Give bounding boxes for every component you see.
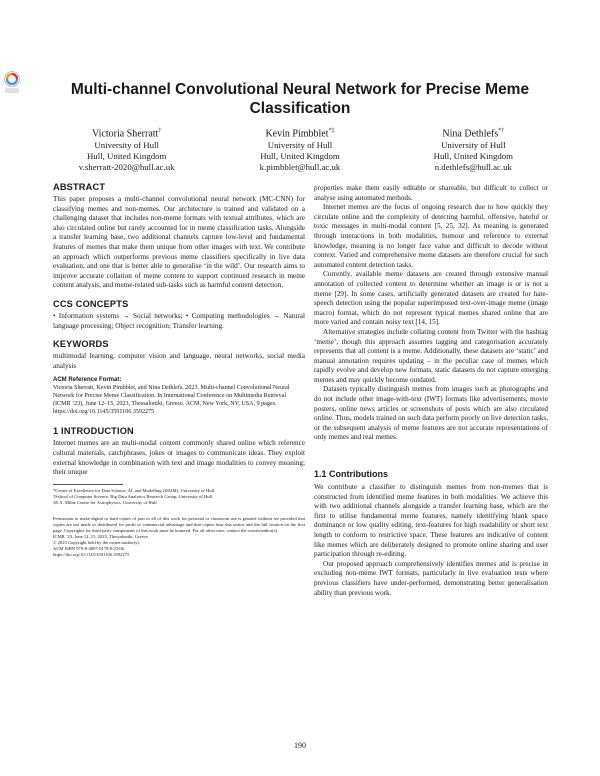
abstract-text: This paper proposes a multi-channel convolutional neural network (MC-CNN) for classifying memes and non-memes. Our architecture is trained and validated on a challenging dataset that includes non-meme formats with textual attributes, which are also circulated online but rarely accounted for in meme classification tasks. Alongside a transfer learning base, two additional channels capture low-level and fundamental features of memes that make them unique from other images with text. We contribute an approach which outperforms previous meme classifiers specifically in live data evaluation, and one that is better able to generalise ‘in the wild’. Our research aims to improve accurate collation of meme content to support continued research in meme content analysis, and meme-related sub-tasks such as harmful content detection.: [53, 195, 305, 290]
author-location: Hull, United Kingdom: [86, 151, 167, 162]
reference-format-heading: ACM Reference Format:: [53, 377, 122, 384]
body-paragraph: Internet memes are the focus of ongoing research due to how quickly they circulate online and the complexity of detecting harmful, offensive, hateful or toxic messages in multi-modal content [5, 25, 32]. As meaning is generated through interactions in both modalities, humour and reference to external knowledge, meaning is no longer face value and difficult to decode without context. Varied and comprehensive meme datasets are therefore crucial for such automated content detection tasks.: [314, 203, 548, 269]
ccs-heading: CCS CONCEPTS: [53, 298, 129, 309]
author-name: Nina Dethlefs: [442, 128, 499, 140]
author-location: Hull, United Kingdom: [260, 151, 340, 162]
author-mark: †: [158, 128, 162, 134]
ccs-text: • Information systems → Social networks; • Computing methodologies → Natural language processing; Object recognition; Transfer learning.: [53, 311, 305, 330]
author-name: Victoria Sherratt: [92, 128, 159, 140]
author-mark: *†: [498, 128, 505, 134]
paper-title: Multi-channel Convolutional Neural Network for Precise Meme Classification: [70, 81, 530, 117]
permission-block: [53, 516, 305, 559]
footnote-rule: [53, 484, 123, 485]
author-email[interactable]: k.pimbblet@hull.ac.uk: [259, 162, 341, 173]
abstract-heading: ABSTRACT: [53, 182, 106, 192]
conference-line: ICMR ’23, June 12–15, 2023, Thessaloniki, Greece: [53, 533, 148, 539]
body-paragraph: Datasets typically distinguish memes from images such as photographs and do not include other image-with-text (IWT) formats like advertisements, movie posters, online news articles or screenshots of posts which are also circulated online. Thus, models trained on such data perform poorly on live detection tasks, or the subsequent analysis of meme features are not accurate representations of only memes and real memes.: [314, 385, 548, 442]
introduction-text: Internet memes are an multi-modal content commonly shared online which reference cultural materials, catchphrases, jokes or images to communicate ideas. They exploit external knowledge in combination with text and image modalities to convey meaning; their unique: [53, 439, 305, 477]
author-name: Kevin Pimbblet: [265, 128, 329, 140]
author-affiliation: University of Hull: [441, 140, 506, 151]
body-paragraph: Alternative strategies include collating content from Twitter with the hashtag ‘meme’, though this approach assumes tagging and categorisation accurately represents that all content is a meme. Additionally, these datasets are ‘static’ and manual annotation requires updating – in the peculiar case of memes which rapidly evolve and develop new formats, static datasets do not capture emerging memes and may quickly become outdated.: [314, 327, 548, 384]
footnote: ‡E.A. Milne Centre for Astrophysics, University of Hull: [53, 499, 157, 505]
check-for-updates-badge[interactable]: [3, 70, 21, 96]
author-email[interactable]: v.sherratt-2020@hull.ac.uk: [78, 162, 175, 173]
right-column: [314, 184, 548, 598]
left-column: [53, 182, 305, 558]
author-3: [387, 125, 560, 173]
author-mark: *‡: [328, 128, 335, 134]
keywords-heading: KEYWORDS: [53, 339, 109, 350]
author-block: [40, 125, 560, 173]
body-paragraph: Our proposed approach comprehensively identifies memes and is precise in excluding non-meme IWT formats, particularly in live evaluation tests where previous classifiers have under-performed, demonstrating better generalisation ability than previous work.: [314, 559, 548, 597]
contributions-heading: 1.1 Contributions: [314, 469, 388, 480]
keywords-text: multimodal learning, computer vision and language, neural networks, social media analysis: [53, 352, 305, 370]
permission-text: Permission to make digital or hard copies of part or all of this work for personal or classroom use is granted without fee provided that copies are not made or distributed for profit or commercial advantage and that copies bear this notice and the full citation on the first page. Copyrights for third-party components of this work must be honored. For all other uses, contact the owner/author(s).: [53, 515, 305, 533]
reference-format-text: Victoria Sherratt, Kevin Pimbblet, and Nina Dethlefs. 2023. Multi-channel Convolutional Neural Network for Precise Meme Classification. In International Conference on Multimedia Retrieval (ICMR ’23), June 12–15, 2023, Thessaloniki, Greece. ACM, New York, NY, USA, 9 pages. https://doi.org/10.1145/3591106.3592275: [53, 385, 290, 416]
author-2: [213, 125, 386, 173]
author-1: [40, 125, 213, 173]
copyright-line: © 2023 Copyright held by the owner/author(s).: [53, 540, 140, 546]
body-paragraph: properties make them easily editable or shareable, but difficult to collect or analyse using automated methods.: [314, 184, 548, 202]
page-number: 190: [294, 741, 306, 750]
author-affiliation: University of Hull: [267, 140, 333, 151]
isbn-line: ACM ISBN 979-8-4007-0178-8/23/06.: [53, 546, 126, 552]
body-paragraph: Currently, available meme datasets are created through extensive manual annotation of collected content to determine whether an image is or is not a meme [29]. In some cases, artificially generated datasets are created for hate-speech detection using the popular superimposed text-over-image meme (image macro) format, which do not represent typical memes shared online that are more varied and contain noisy text [14, 15].: [314, 270, 548, 327]
doi-link[interactable]: https://doi.org/10.1145/3591106.3592275: [53, 552, 130, 558]
author-email[interactable]: n.dethlefs@hull.ac.uk: [434, 162, 512, 173]
footnote: †School of Computer Science, Big Data Analytics Research Group, University of Hull: [53, 493, 213, 499]
body-paragraph: We contribute a classifier to distinguish memes from non-memes that is constructed from identified meme features in both modalities. We achieve this with two additional channels alongside a transfer learning base, which are the first to utilise fundamental meme features, namely identifying blank space dominance or low quality editing, text-features for high readability or short text length to conform to restrictive space. These features are indicative of content like memes which are deliberately designed to promote online sharing and user participation through re-editing.: [314, 483, 548, 559]
introduction-heading: 1 INTRODUCTION: [53, 426, 134, 437]
footnote: *Centre of Excellence for Data Science, AI, and Modelling (DAIM), University of Hull: [53, 487, 215, 493]
author-affiliation: University of Hull: [94, 140, 159, 151]
author-location: Hull, United Kingdom: [433, 151, 514, 162]
